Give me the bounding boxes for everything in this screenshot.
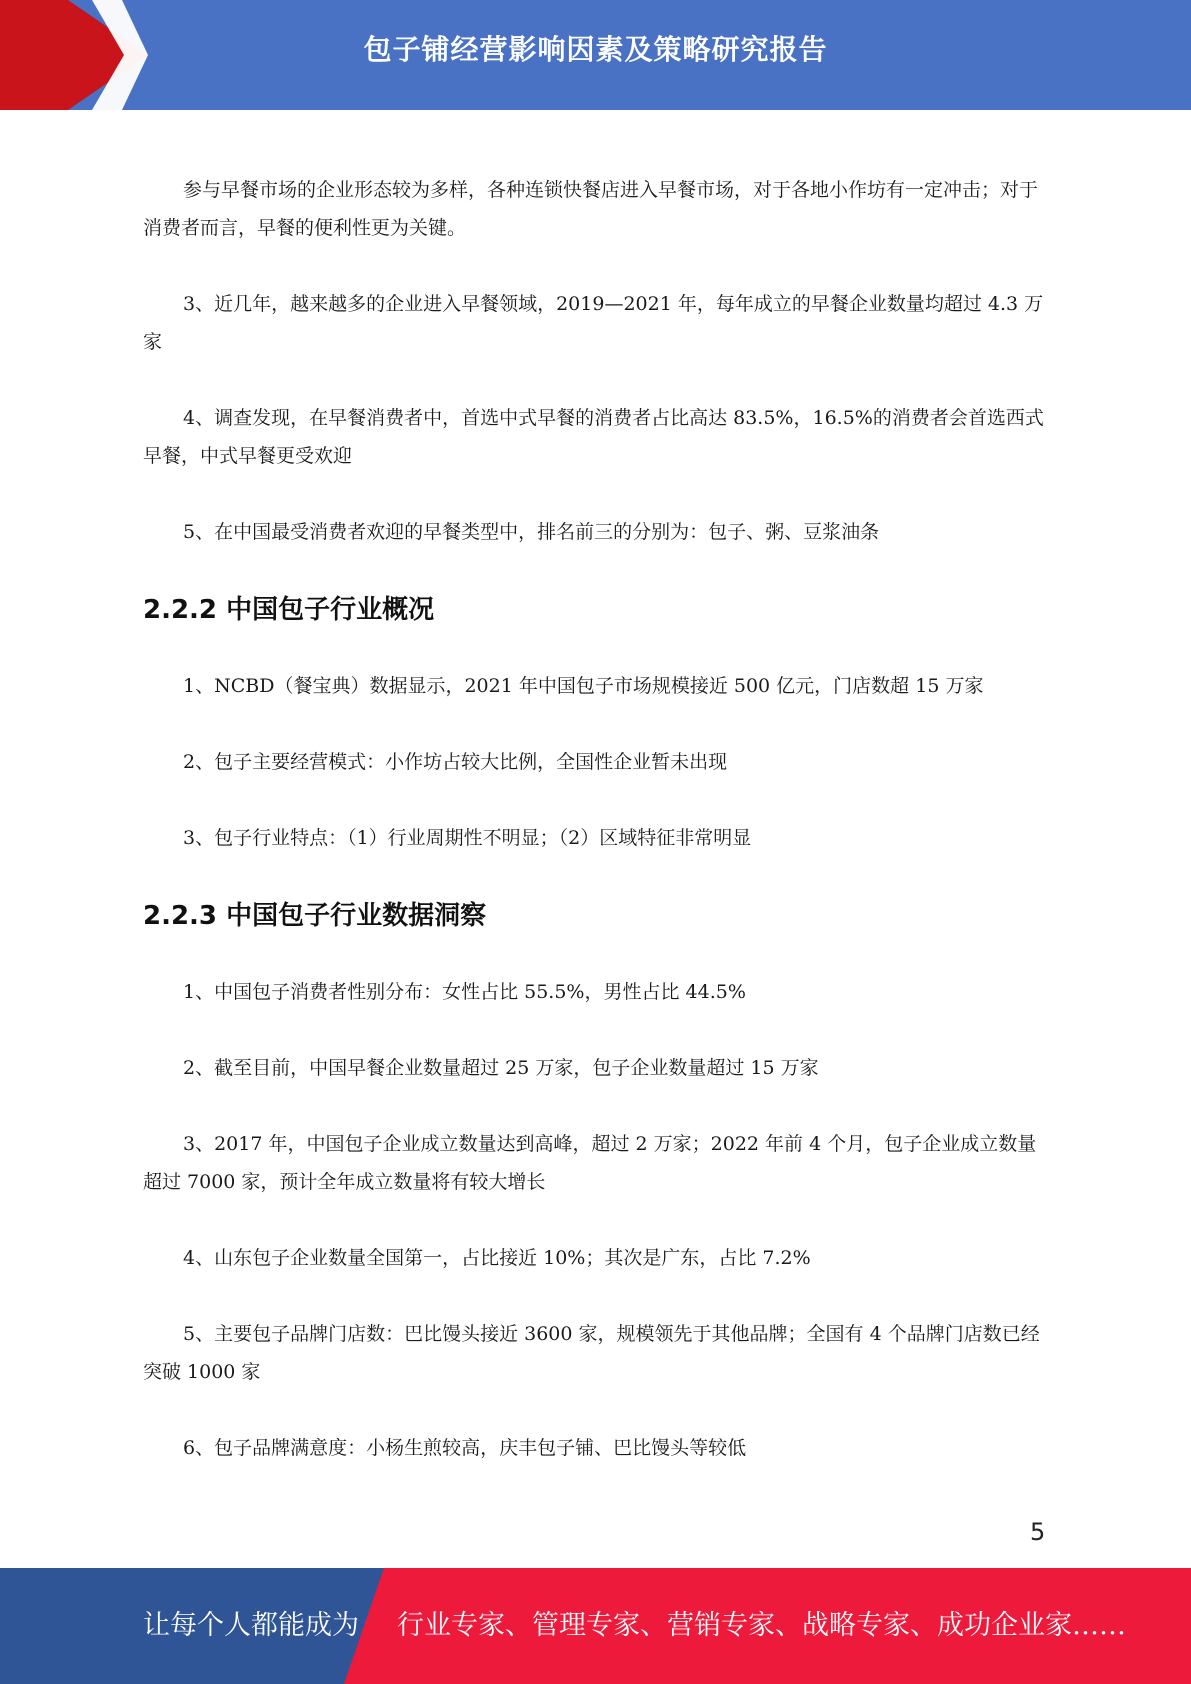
section-heading-industry-overview: 2.2.2 中国包子行业概况 (143, 595, 435, 625)
page-footer (0, 1568, 1191, 1684)
footer-slogan-right: 行业专家、管理专家、营销专家、战略专家、成功企业家…… (397, 1610, 1126, 1641)
page-number: 5 (1030, 1518, 1046, 1546)
paragraph-market-forms: 参与早餐市场的企业形态较为多样，各种连锁快餐店进入早餐市场，对于各地小作坊有一定冲击；对于消费者而言，早餐的便利性更为关键。 (143, 179, 1039, 239)
paragraph-enterprise-count: 2、截至目前，中国早餐企业数量超过 25 万家，包子企业数量超过 15 万家 (183, 1057, 819, 1079)
paragraph-chinese-breakfast-preference: 4、调查发现，在早餐消费者中，首选中式早餐的消费者占比高达 83.5%，16.5%的消费者会首选西式早餐，中式早餐更受欢迎 (143, 407, 1044, 467)
paragraph-founding-trend: 3、2017 年，中国包子企业成立数量达到高峰，超过 2 万家；2022 年前 4 个月，包子企业成立数量超过 7000 家，预计全年成立数量将有较大增长 (143, 1133, 1037, 1193)
footer-slogan-left: 让每个人都能成为 (143, 1610, 359, 1641)
page-header (0, 0, 1191, 110)
paragraph-business-model: 2、包子主要经营模式：小作坊占较大比例，全国性企业暂未出现 (183, 751, 728, 773)
paragraph-brand-store-count: 5、主要包子品牌门店数：巴比馒头接近 3600 家，规模领先于其他品牌；全国有 4 个品牌门店数已经突破 1000 家 (143, 1323, 1040, 1383)
paragraph-top-breakfast-types: 5、在中国最受消费者欢迎的早餐类型中，排名前三的分别为：包子、粥、豆浆油条 (183, 521, 880, 543)
report-title: 包子铺经营影响因素及策略研究报告 (363, 33, 828, 66)
paragraph-breakfast-enterprises: 3、近几年，越来越多的企业进入早餐领域，2019—2021 年，每年成立的早餐企业数量均超过 4.3 万家 (143, 293, 1044, 353)
paragraph-industry-features: 3、包子行业特点：（1）行业周期性不明显；（2）区域特征非常明显 (183, 827, 752, 849)
paragraph-regional-distribution: 4、山东包子企业数量全国第一，占比接近 10%；其次是广东，占比 7.2% (183, 1247, 811, 1269)
paragraph-brand-satisfaction: 6、包子品牌满意度：小杨生煎较高，庆丰包子铺、巴比馒头等较低 (183, 1437, 747, 1459)
paragraph-gender-distribution: 1、中国包子消费者性别分布：女性占比 55.5%，男性占比 44.5% (183, 981, 746, 1003)
section-heading-data-insights: 2.2.3 中国包子行业数据洞察 (143, 901, 487, 931)
paragraph-market-size: 1、NCBD（餐宝典）数据显示，2021 年中国包子市场规模接近 500 亿元，门店数超 15 万家 (183, 675, 984, 697)
